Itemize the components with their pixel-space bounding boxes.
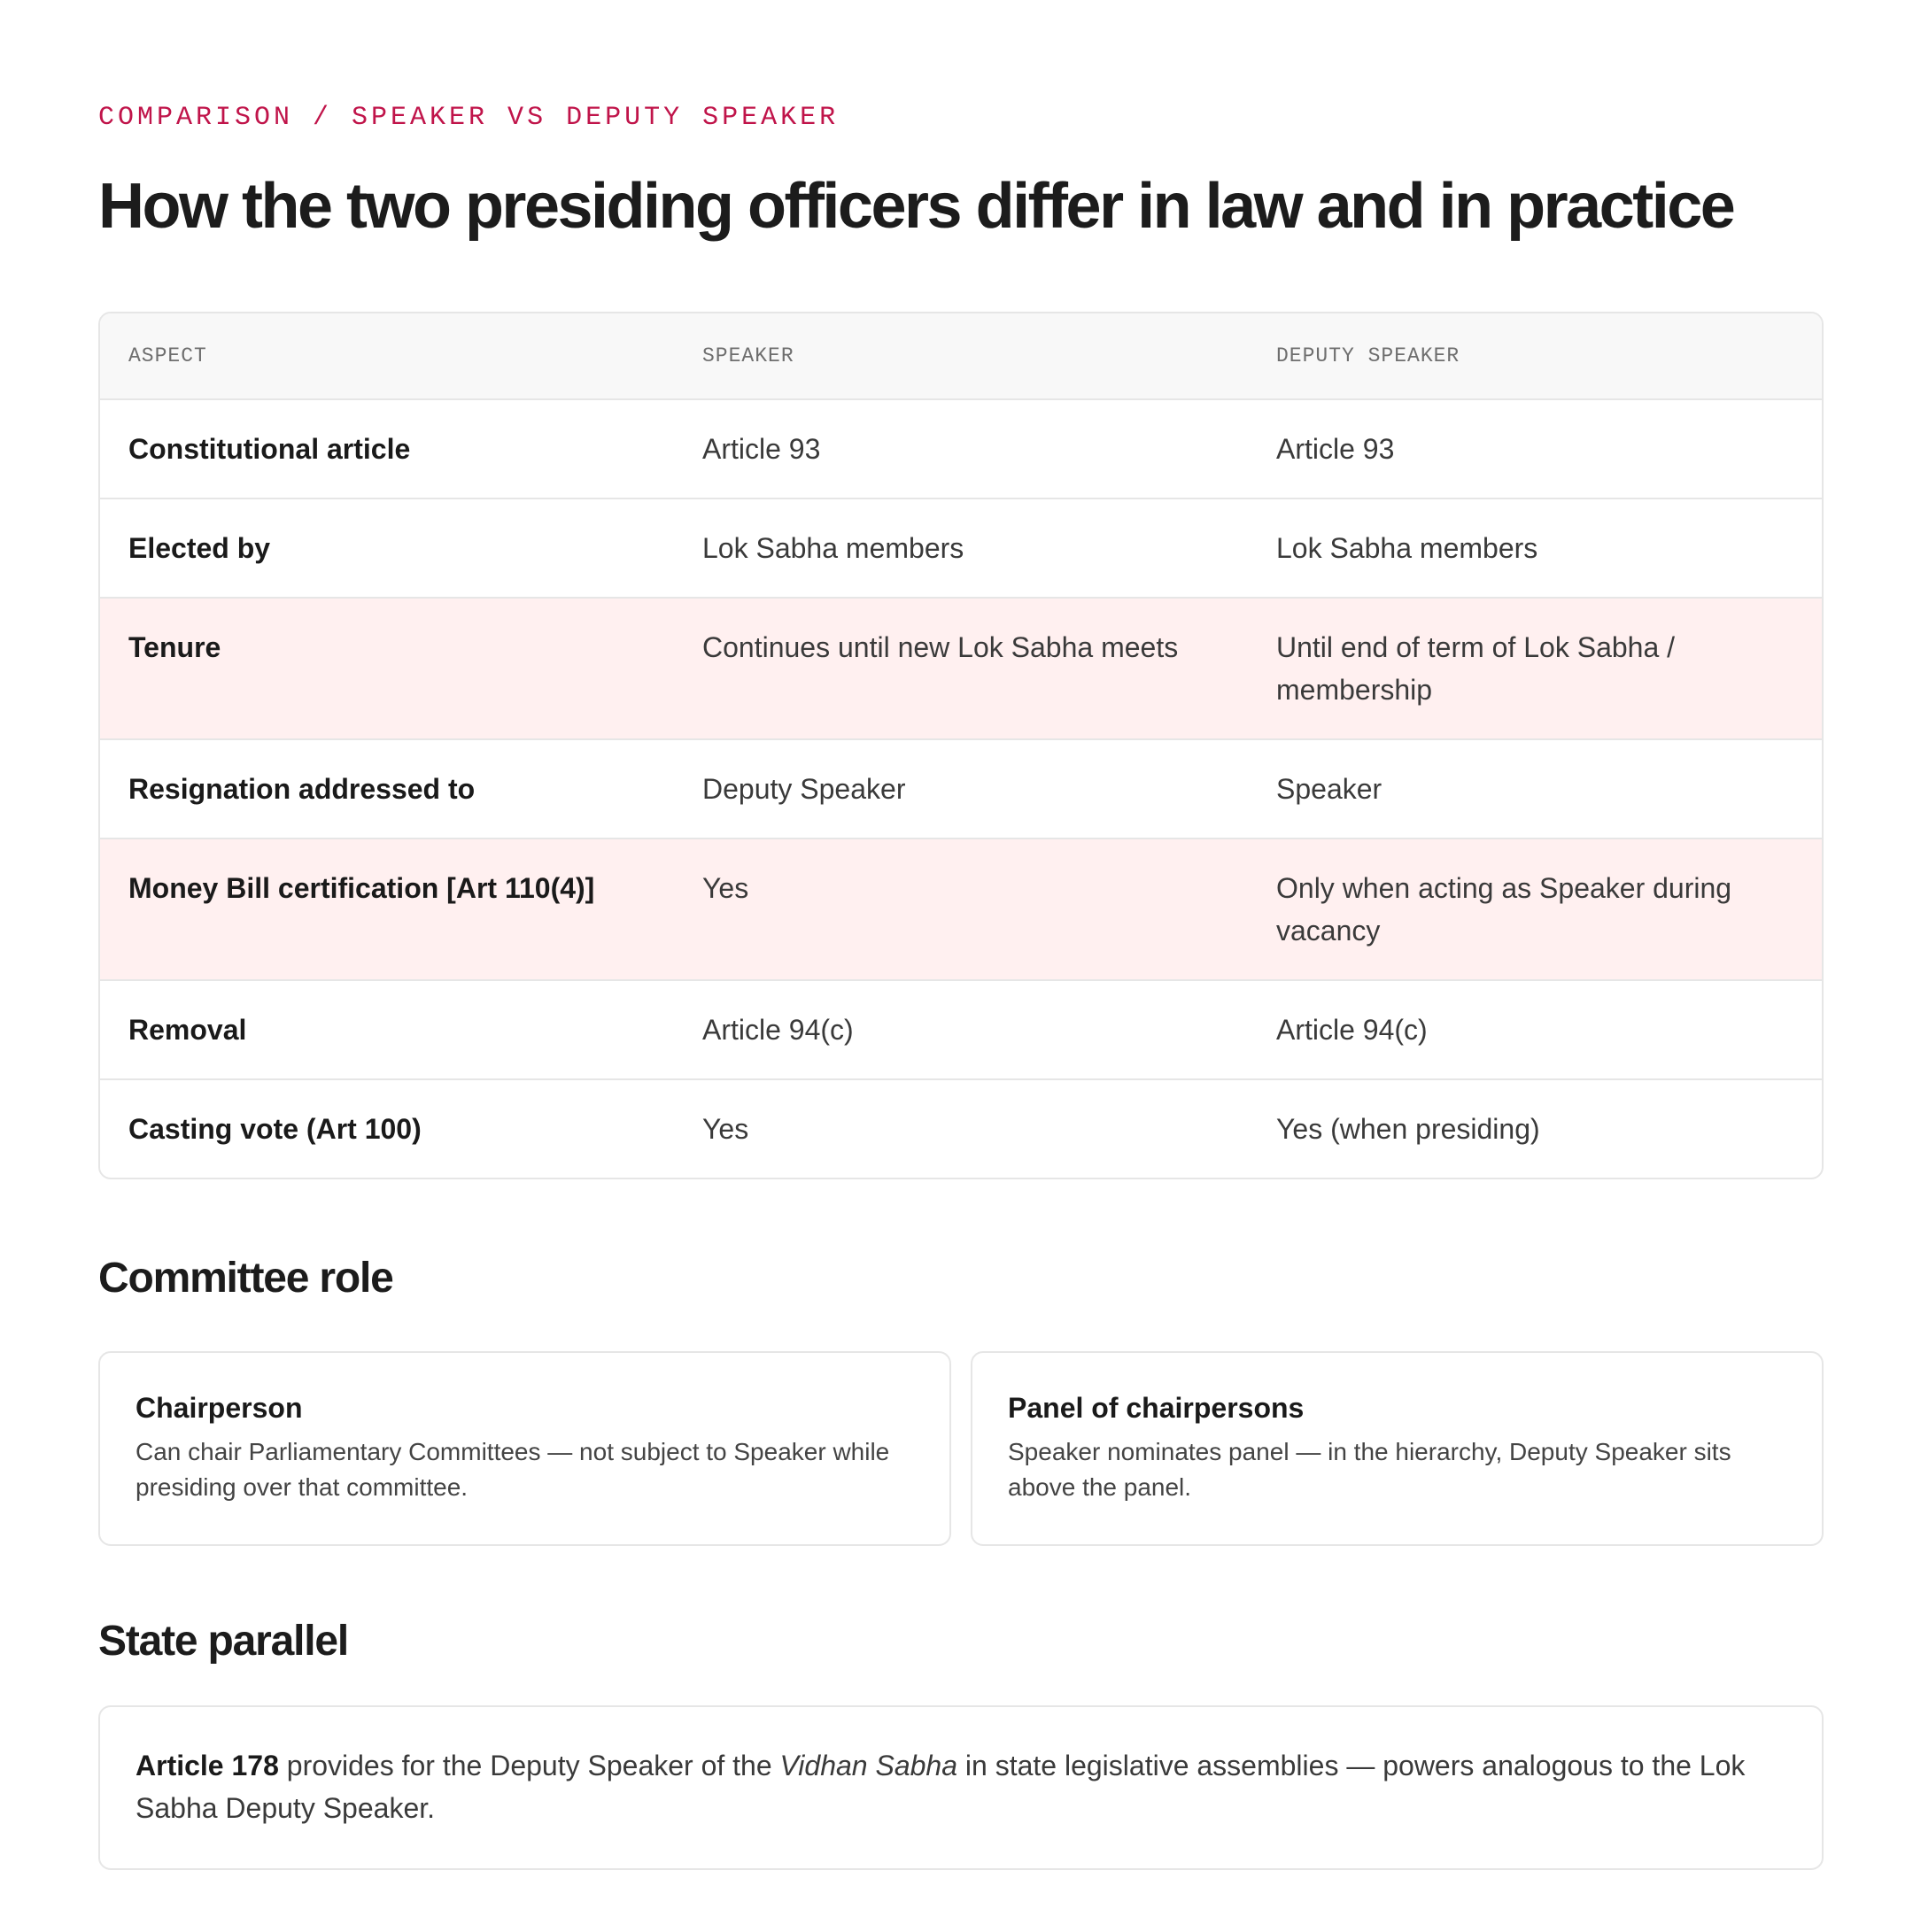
table-row <box>100 1079 1822 1178</box>
deputy-speaker-cell: Yes (when presiding) <box>1276 1113 1540 1145</box>
table-row <box>100 498 1822 598</box>
article-reference: Article 178 <box>136 1750 279 1781</box>
speaker-cell: Article 94(c) <box>674 980 1248 1079</box>
breadcrumb: COMPARISON / SPEAKER VS DEPUTY SPEAKER <box>98 103 840 133</box>
table-body <box>100 399 1822 1178</box>
speaker-cell: Yes <box>702 1113 749 1145</box>
speaker-cell: Continues until new Lok Sabha meets <box>674 598 1248 739</box>
note-text-before: provides for the Deputy Speaker of the <box>278 1750 780 1781</box>
vidhan-sabha-term: Vidhan Sabha <box>779 1750 958 1781</box>
comparison-table <box>98 312 1824 1179</box>
deputy-speaker-cell: Article 94(c) <box>1248 980 1822 1079</box>
table-row <box>100 598 1822 739</box>
page-title: How the two presiding officers differ in law and in practice <box>98 171 1734 242</box>
committee-role-heading: Committee role <box>98 1255 393 1302</box>
note-text-after: in state legislative assemblies — powers analogous to the Lok Sabha Deputy Speaker. <box>136 1750 1746 1824</box>
aspect-cell: Tenure <box>100 598 674 739</box>
table-row <box>100 838 1822 980</box>
speaker-cell: Yes <box>674 838 1248 980</box>
card-text: Can chair Parliamentary Committees — not subject to Speaker while presiding over that committee. <box>136 1438 890 1501</box>
table-row <box>100 399 1822 498</box>
aspect-cell: Money Bill certification [Art 110(4)] <box>100 838 674 980</box>
aspect-cell: Removal <box>100 980 674 1079</box>
card-text: Speaker nominates panel — in the hierarchy, Deputy Speaker sits above the panel. <box>1008 1438 1731 1501</box>
speaker-cell: Lok Sabha members <box>674 498 1248 598</box>
deputy-speaker-cell: Speaker <box>1248 739 1822 838</box>
table-header-row <box>100 313 1822 399</box>
state-parallel-note <box>98 1705 1824 1870</box>
deputy-speaker-cell: Lok Sabha members <box>1248 498 1822 598</box>
card-title: Panel of chairpersons <box>1008 1392 1305 1424</box>
deputy-speaker-cell: Article 93 <box>1248 399 1822 498</box>
deputy-speaker-cell: Only when acting as Speaker during vacancy <box>1248 838 1822 980</box>
aspect-cell: Elected by <box>100 498 674 598</box>
page <box>98 101 1824 1870</box>
column-header-speaker: SPEAKER <box>674 313 1248 399</box>
card-panel-of-chairpersons <box>971 1351 1824 1546</box>
committee-cards <box>98 1351 1824 1546</box>
deputy-speaker-cell: Until end of term of Lok Sabha / membership <box>1248 598 1822 739</box>
card-chairperson <box>98 1351 951 1546</box>
aspect-cell: Casting vote (Art 100) <box>128 1113 422 1145</box>
speaker-cell: Article 93 <box>674 399 1248 498</box>
table-row <box>100 980 1822 1079</box>
table-row <box>100 739 1822 838</box>
state-parallel-heading: State parallel <box>98 1618 349 1665</box>
speaker-cell: Deputy Speaker <box>674 739 1248 838</box>
column-header-aspect: ASPECT <box>100 313 674 399</box>
column-header-deputy-speaker: DEPUTY SPEAKER <box>1248 313 1822 399</box>
card-title: Chairperson <box>136 1392 303 1424</box>
aspect-cell: Resignation addressed to <box>100 739 674 838</box>
aspect-cell: Constitutional article <box>100 399 674 498</box>
